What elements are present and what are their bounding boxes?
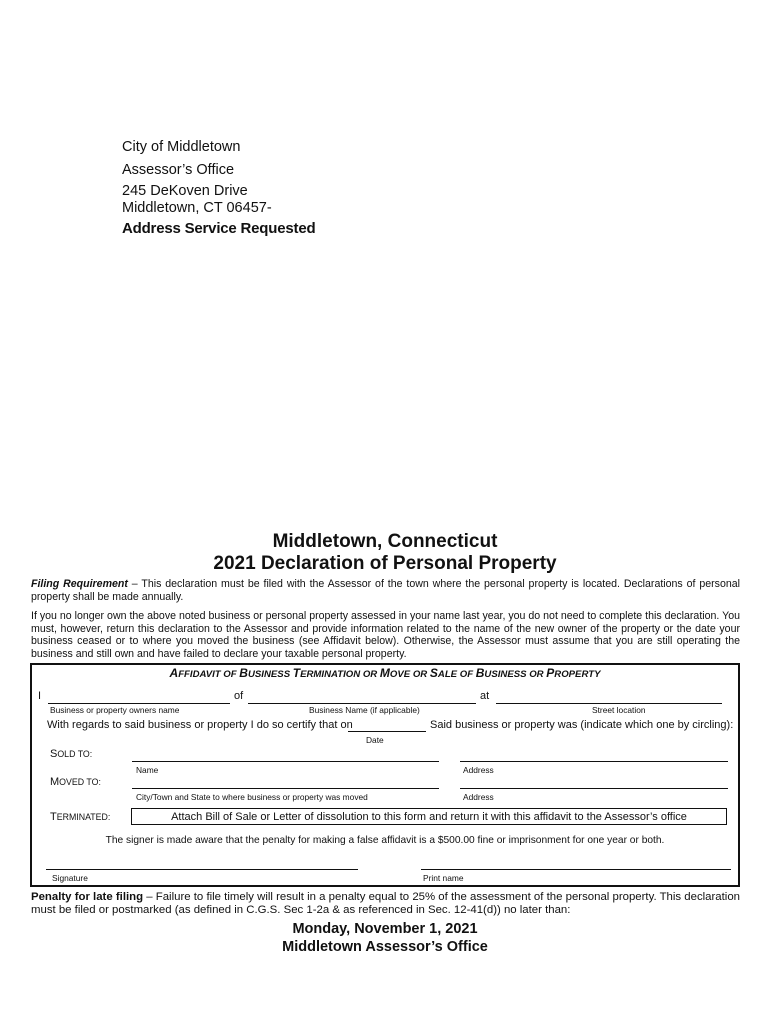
signature-caption: Signature [52,873,88,883]
owner-name-caption: Business or property owners name [50,705,180,715]
moved-to-city-field[interactable] [132,788,439,789]
sold-to-label[interactable]: SOLD TO: [50,748,93,760]
print-name-caption: Print name [423,873,464,883]
deadline-office: Middletown Assessor’s Office [282,939,488,955]
terminated-label[interactable]: TERMINATED: [50,811,111,823]
deadline-date: Monday, November 1, 2021 [292,921,478,937]
late-filing-text: – Failure to file timely will result in a penalty equal to 25% of the assessment of the personal property. This declaration must be filed or postmarked (as defined in C.G.S. Sec 1-2a & as referenced in Sec. 12-41(d)) no later than: [31,891,740,917]
of-label: of [234,690,244,702]
certify-text: With regards to said business or property I do so certify that on [47,719,353,731]
filing-requirement [31,578,740,603]
return-address-line3: 245 DeKoven Drive [122,183,248,199]
sold-to-address-field[interactable] [460,761,728,762]
said-business-text: Said business or property was (indicate which one by circling): [430,719,734,731]
i-label: I [38,690,42,702]
page-subtitle: 2021 Declaration of Personal Property [213,553,557,574]
print-name-field[interactable] [421,869,731,870]
owner-name-field[interactable] [48,703,230,704]
business-name-field[interactable] [248,703,476,704]
city-caption: City/Town and State to where business or property was moved [136,792,368,802]
affidavit-box [30,663,740,887]
address-caption-2: Address [463,792,494,802]
attach-bill-of-sale-note: Attach Bill of Sale or Letter of dissolution to this form and return it with this affidavit to the Assessor’s office [131,808,727,825]
address-service-requested: Address Service Requested [122,220,316,237]
page-title: Middletown, Connecticut [272,531,498,552]
false-affidavit-penalty-note: The signer is made aware that the penalty for making a false affidavit is a $500.00 fine or imprisonment for one year or both. [105,835,665,846]
return-address-line2: Assessor’s Office [122,162,235,178]
signature-field[interactable] [46,869,358,870]
business-name-caption: Business Name (if applicable) [309,705,420,715]
street-location-field[interactable] [496,703,722,704]
late-filing-label: Penalty for late filing [31,891,144,903]
moved-to-label[interactable]: MOVED TO: [50,776,101,788]
moved-to-address-field[interactable] [460,788,728,789]
return-address-line1: City of Middletown [122,139,241,155]
date-field[interactable] [348,731,426,732]
return-address-line4: Middletown, CT 06457- [122,200,272,216]
date-caption: Date [366,735,384,745]
late-filing-penalty [31,891,740,918]
filing-paragraph-2: If you no longer own the above noted business or personal property assessed in your name last year, you do not need to complete this declaration. You must, however, return this declaration to the Assessor and provide information related to the name of the new owner of the property or the date your business ceased or to where you moved the business (see Affidavit below). Otherwise, the Assessor must assume that you are still operating the business and still own and have failed to declare your taxable personal property. [31,610,740,660]
name-caption: Name [136,765,159,775]
filing-requirement-label: Filing Requirement [31,578,128,590]
street-location-caption: Street location [592,705,646,715]
sold-to-name-field[interactable] [132,761,439,762]
address-caption-1: Address [463,765,494,775]
filing-requirement-text: – This declaration must be filed with the Assessor of the town where the personal property is located. Declarations of personal property shall be made annually. [31,578,740,603]
affidavit-heading: AFFIDAVIT OF BUSINESS TERMINATION OR MOVE OR SALE OF BUSINESS OR PROPERTY [169,666,601,680]
at-label: at [480,690,490,702]
